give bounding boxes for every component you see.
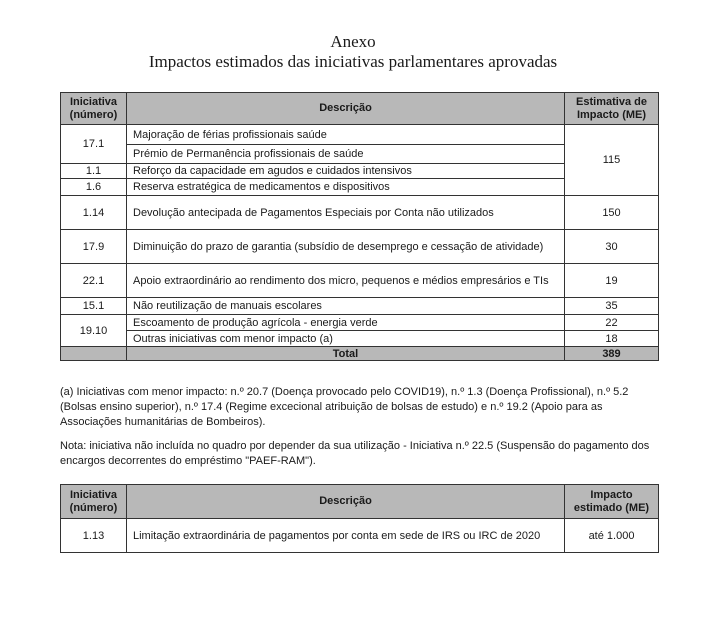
- impact-value: 18: [565, 331, 659, 347]
- initiative-description: Devolução antecipada de Pagamentos Especiais por Conta não utilizados: [127, 196, 565, 230]
- impact-table: [60, 92, 659, 361]
- table-header-row: [61, 93, 659, 125]
- initiative-description: Reserva estratégica de medicamentos e dispositivos: [127, 179, 565, 196]
- header-initiative: Iniciativa (número): [61, 93, 127, 125]
- initiative-description: Escoamento de produção agrícola - energia verde: [127, 315, 565, 331]
- table-row: [61, 230, 659, 264]
- initiative-description: Reforço da capacidade em agudos e cuidados intensivos: [127, 164, 565, 179]
- document-subtitle: Impactos estimados das iniciativas parlamentares aprovadas: [148, 52, 558, 71]
- document-title: Anexo: [330, 32, 376, 51]
- table-row: [61, 315, 659, 331]
- header-impact: Estimativa de Impacto (ME): [565, 93, 659, 125]
- initiative-description: Outras iniciativas com menor impacto (a): [127, 331, 565, 347]
- total-row: [61, 347, 659, 361]
- initiative-number: 22.1: [61, 264, 127, 298]
- table-row: [61, 125, 659, 145]
- initiative-description: Não reutilização de manuais escolares: [127, 298, 565, 315]
- initiative-description: Diminuição do prazo de garantia (subsídio de desemprego e cessação de atividade): [127, 230, 565, 264]
- initiative-number: 1.1: [61, 164, 127, 179]
- total-spacer: [61, 347, 127, 361]
- note-text: Nota: iniciativa não incluída no quadro por depender da sua utilização - Iniciativa n.º 22.5 (Suspensão do pagamento dos encargos decorrentes do empréstimo "PAEF-RAM").: [60, 440, 650, 467]
- table-row: [61, 196, 659, 230]
- title-block: [0, 32, 706, 72]
- header-impact: Impacto estimado (ME): [565, 485, 659, 519]
- initiative-description: Apoio extraordinário ao rendimento dos micro, pequenos e médios empresários e TIs: [127, 264, 565, 298]
- initiative-number: 15.1: [61, 298, 127, 315]
- table-row: [61, 331, 659, 347]
- initiative-number: 1.14: [61, 196, 127, 230]
- initiative-description: Prémio de Permanência profissionais de saúde: [127, 145, 565, 164]
- total-label: Total: [127, 347, 565, 361]
- impact-value: 150: [565, 196, 659, 230]
- impact-value: 22: [565, 315, 659, 331]
- impact-value: 19: [565, 264, 659, 298]
- header-initiative: Iniciativa (número): [61, 485, 127, 519]
- impact-value: 30: [565, 230, 659, 264]
- table-header-row: [61, 485, 659, 519]
- group-impact-value: 115: [565, 125, 659, 196]
- initiative-description: Limitação extraordinária de pagamentos por conta em sede de IRS ou IRC de 2020: [127, 519, 565, 553]
- initiative-number: 1.6: [61, 179, 127, 196]
- initiative-number: 17.9: [61, 230, 127, 264]
- impact-value: até 1.000: [565, 519, 659, 553]
- excluded-impact-table: [60, 484, 659, 553]
- footnote-a: (a) Iniciativas com menor impacto: n.º 20.7 (Doença provocado pelo COVID19), n.º 1.3 (Doença Profissional), n.º 5.2 (Bolsas ensino superior), n.º 17.4 (Regime excecional atribuição de bolsas de estudo) e n.º 19.2 (Apoio para as Associações humanitárias de Bombeiros).: [60, 386, 629, 428]
- table-row: [61, 264, 659, 298]
- header-description: Descrição: [127, 485, 565, 519]
- initiative-description: Majoração de férias profissionais saúde: [127, 125, 565, 145]
- initiative-number: 19.10: [61, 315, 127, 347]
- total-value: 389: [565, 347, 659, 361]
- table-row: [61, 519, 659, 553]
- table-row: [61, 298, 659, 315]
- initiative-number: 17.1: [61, 125, 127, 164]
- impact-value: 35: [565, 298, 659, 315]
- header-description: Descrição: [127, 93, 565, 125]
- initiative-number: 1.13: [61, 519, 127, 553]
